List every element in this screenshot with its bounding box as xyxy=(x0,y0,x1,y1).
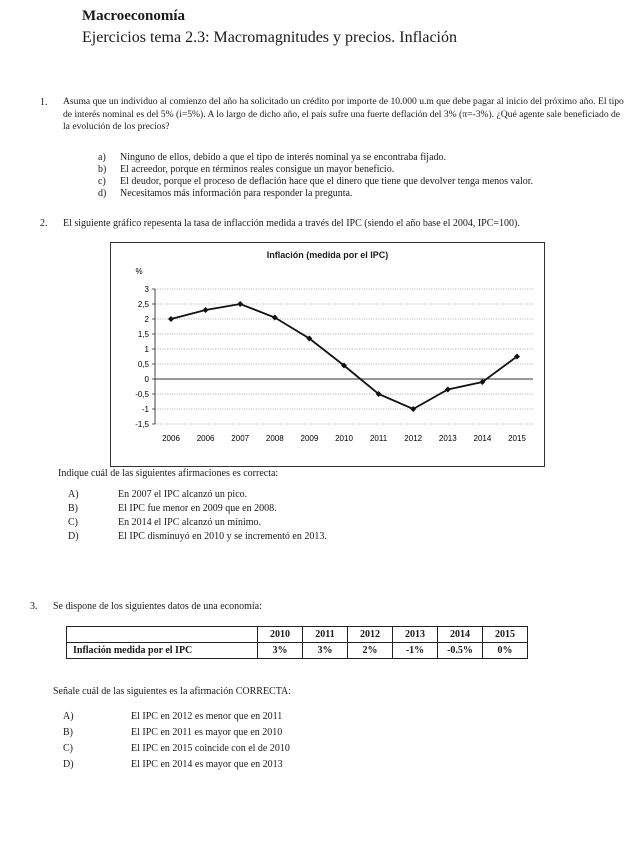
chart-title: Inflación (medida por el IPC) xyxy=(266,250,389,260)
x-tick-label: 2014 xyxy=(473,434,492,443)
y-tick-label: 2 xyxy=(144,315,149,324)
table-year-cell: 2013 xyxy=(393,627,438,643)
option-label: D) xyxy=(63,759,74,770)
table-row xyxy=(67,643,528,659)
y-tick-label: 0 xyxy=(144,375,149,384)
option-text: En 2014 el IPC alcanzó un mínimo. xyxy=(118,517,262,528)
y-tick-label: -1 xyxy=(141,405,149,414)
option-text: El IPC fue menor en 2009 que en 2008. xyxy=(118,503,277,514)
table-year-cell: 2012 xyxy=(348,627,393,643)
x-tick-label: 2009 xyxy=(300,434,319,443)
y-tick-label: 1 xyxy=(144,345,149,354)
table-corner-cell xyxy=(67,627,258,643)
y-tick-label: 1,5 xyxy=(137,330,149,339)
q3-prompt: Señale cuál de las siguientes es la afirmación CORRECTA: xyxy=(53,686,292,697)
option-text: El IPC en 2014 es mayor que en 2013 xyxy=(131,759,283,770)
option-text: Ninguno de ellos, debido a que el tipo de interés nominal ya se encontraba fijado. xyxy=(120,152,447,163)
option-label: A) xyxy=(68,489,79,500)
y-tick-label: -1,5 xyxy=(135,420,149,429)
table-row-label: Inflación medida por el IPC xyxy=(67,643,258,659)
x-tick-label: 2008 xyxy=(265,434,284,443)
q2-number: 2. xyxy=(40,218,48,229)
option-label: d) xyxy=(98,188,107,199)
table-year-cell: 2011 xyxy=(303,627,348,643)
x-tick-label: 2012 xyxy=(404,434,423,443)
option-label: c) xyxy=(98,176,106,187)
x-tick-label: 2011 xyxy=(369,434,388,443)
option-text: El IPC en 2015 coincide con el de 2010 xyxy=(131,743,290,754)
option-text: El IPC en 2012 es menor que en 2011 xyxy=(131,711,283,722)
y-tick-label: 2,5 xyxy=(137,300,149,309)
data-point xyxy=(203,307,209,313)
x-tick-label: 2006 xyxy=(162,434,180,443)
x-tick-label: 2007 xyxy=(231,434,250,443)
q1-statement: Asuma que un individuo al comienzo del año ha solicitado un crédito por importe de 10.000 u.m que debe pagar al inicio del próximo año. El tipo de interés nominal es del 5% (i=5%). A lo largo de dicho año, el país sufre una fuerte deflación del 3% (π=-3%). ¿Qué agente sale beneficiado de la evolución de los precios? xyxy=(63,96,624,132)
table-year-cell: 2014 xyxy=(438,627,483,643)
table-value-cell: -0.5% xyxy=(438,643,483,659)
y-axis-unit-label: % xyxy=(135,267,143,276)
table-value-cell: 3% xyxy=(258,643,303,659)
y-tick-label: -0,5 xyxy=(135,390,149,399)
chart-plot xyxy=(111,243,544,466)
inflation-chart xyxy=(110,242,545,467)
q2-statement: El siguiente gráfico repesenta la tasa de inflacción medida a través del IPC (siendo el año base el 2004, IPC=100). xyxy=(63,218,520,229)
page-title: Ejercicios tema 2.3: Macromagnitudes y precios. Inflación xyxy=(82,29,457,46)
q3-number: 3. xyxy=(30,601,38,612)
table-value-cell: 2% xyxy=(348,643,393,659)
q3-statement: Se dispone de los siguientes datos de una economía: xyxy=(53,601,262,612)
option-label: B) xyxy=(63,727,73,738)
option-label: b) xyxy=(98,164,107,175)
table-year-cell: 2015 xyxy=(483,627,528,643)
x-tick-label: 2010 xyxy=(335,434,353,443)
table-header-row xyxy=(67,627,528,643)
table-value-cell: 3% xyxy=(303,643,348,659)
x-tick-label: 2013 xyxy=(438,434,457,443)
q1-number: 1. xyxy=(40,97,48,108)
option-text: Necesitamos más información para responder la pregunta. xyxy=(120,188,353,199)
table-value-cell: 0% xyxy=(483,643,528,659)
option-label: C) xyxy=(63,743,73,754)
data-point xyxy=(237,301,243,307)
option-text: En 2007 el IPC alcanzó un pico. xyxy=(118,489,248,500)
x-tick-label: 2006 xyxy=(196,434,215,443)
option-text: El IPC disminuyó en 2010 y se incrementó en 2013. xyxy=(118,531,327,542)
y-tick-label: 3 xyxy=(144,285,149,294)
option-label: a) xyxy=(98,152,106,163)
y-tick-label: 0,5 xyxy=(137,360,149,369)
table-value-cell: -1% xyxy=(393,643,438,659)
course-title: Macroeconomía xyxy=(82,8,186,24)
option-text: El acreedor, porque en términos reales consigue un mayor beneficio. xyxy=(120,164,395,175)
option-label: B) xyxy=(68,503,78,514)
data-point xyxy=(168,316,174,322)
series-line xyxy=(171,304,517,409)
option-label: D) xyxy=(68,531,79,542)
option-label: C) xyxy=(68,517,78,528)
q2-prompt: Indique cuál de las siguientes afirmaciones es correcta: xyxy=(58,468,279,479)
option-text: El deudor, porque el proceso de deflación hace que el dinero que tiene que devolver tenga menos valor. xyxy=(120,176,534,187)
option-text: El IPC en 2011 es mayor que en 2010 xyxy=(131,727,283,738)
x-tick-label: 2015 xyxy=(508,434,526,443)
table-year-cell: 2010 xyxy=(258,627,303,643)
option-label: A) xyxy=(63,711,74,722)
inflation-table xyxy=(66,626,528,659)
